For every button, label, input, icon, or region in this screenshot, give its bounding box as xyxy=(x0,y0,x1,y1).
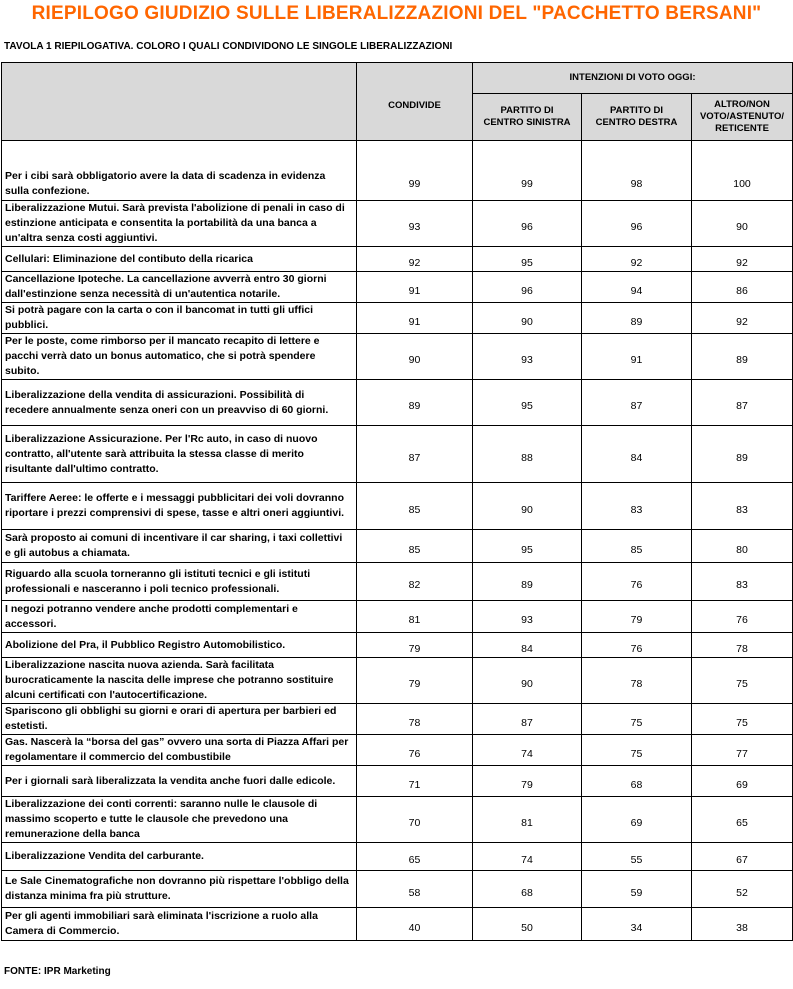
table-row xyxy=(2,303,793,334)
cell-centre-left: 95 xyxy=(473,380,582,426)
cell-condivide: 90 xyxy=(357,334,473,380)
cell-other: 100 xyxy=(692,141,793,201)
row-description: Sarà proposto ai comuni di incentivare il car sharing, i taxi collettivi e gli autobus a chiamata. xyxy=(2,530,357,563)
summary-table xyxy=(1,62,793,941)
cell-condivide: 87 xyxy=(357,426,473,483)
header-centre-right-line2: CENTRO DESTRA xyxy=(595,117,678,128)
cell-other: 92 xyxy=(692,247,793,272)
cell-condivide: 82 xyxy=(357,563,473,601)
table-row xyxy=(2,380,793,426)
cell-centre-left: 87 xyxy=(473,704,582,735)
header-voting-intentions: INTENZIONI DI VOTO OGGI: xyxy=(473,63,793,94)
cell-condivide: 91 xyxy=(357,303,473,334)
cell-condivide: 92 xyxy=(357,247,473,272)
cell-condivide: 79 xyxy=(357,658,473,704)
cell-other: 80 xyxy=(692,530,793,563)
header-other-line2: VOTO/ASTENUTO/ xyxy=(699,111,785,122)
cell-centre-left: 81 xyxy=(473,797,582,843)
cell-other: 86 xyxy=(692,272,793,303)
cell-centre-left: 93 xyxy=(473,334,582,380)
cell-centre-left: 68 xyxy=(473,871,582,908)
table-row xyxy=(2,247,793,272)
header-condivide: CONDIVIDE xyxy=(357,63,473,141)
row-description: Riguardo alla scuola torneranno gli istituti tecnici e gli istituti professionali e nasceranno i poli tecnico professionali. xyxy=(2,563,357,601)
header-centre-left xyxy=(473,94,582,141)
table-row xyxy=(2,843,793,871)
cell-condivide: 81 xyxy=(357,601,473,633)
cell-other: 78 xyxy=(692,633,793,658)
table-row xyxy=(2,797,793,843)
row-description: Per gli agenti immobiliari sarà eliminata l'iscrizione a ruolo alla Camera di Commercio. xyxy=(2,908,357,941)
row-description: Si potrà pagare con la carta o con il bancomat in tutti gli uffici pubblici. xyxy=(2,303,357,334)
row-description: Liberalizzazione dei conti correnti: saranno nulle le clausole di massimo scoperto e tutte le clausole che prevedono una remunerazione della banca xyxy=(2,797,357,843)
cell-other: 87 xyxy=(692,380,793,426)
row-description: Tariffere Aeree: le offerte e i messaggi pubblicitari dei voli dovranno riportare i prezzi comprensivi di spese, tasse e altri oneri aggiuntivi. xyxy=(2,483,357,530)
table-row xyxy=(2,601,793,633)
cell-other: 92 xyxy=(692,303,793,334)
cell-centre-right: 69 xyxy=(582,797,692,843)
row-description: Per i giornali sarà liberalizzata la vendita anche fuori dalle edicole. xyxy=(2,766,357,797)
table-row xyxy=(2,426,793,483)
cell-centre-left: 50 xyxy=(473,908,582,941)
row-description: I negozi potranno vendere anche prodotti complementari e accessori. xyxy=(2,601,357,633)
cell-other: 69 xyxy=(692,766,793,797)
cell-centre-left: 96 xyxy=(473,272,582,303)
cell-other: 77 xyxy=(692,735,793,766)
row-description: Liberalizzazione Mutui. Sarà prevista l'abolizione di penali in caso di estinzione anticipata e consentita la portabilità da una banca a un'altra senza costi aggiuntivi. xyxy=(2,201,357,247)
table-row xyxy=(2,201,793,247)
cell-centre-right: 84 xyxy=(582,426,692,483)
cell-centre-right: 59 xyxy=(582,871,692,908)
cell-other: 90 xyxy=(692,201,793,247)
cell-centre-right: 79 xyxy=(582,601,692,633)
cell-other: 89 xyxy=(692,334,793,380)
header-centre-left-line1: PARTITO DI xyxy=(500,105,554,116)
cell-centre-right: 85 xyxy=(582,530,692,563)
cell-centre-left: 84 xyxy=(473,633,582,658)
cell-centre-right: 68 xyxy=(582,766,692,797)
cell-other: 76 xyxy=(692,601,793,633)
cell-other: 83 xyxy=(692,483,793,530)
row-description: Abolizione del Pra, il Pubblico Registro Automobilistico. xyxy=(2,633,357,658)
cell-centre-right: 34 xyxy=(582,908,692,941)
cell-condivide: 85 xyxy=(357,530,473,563)
table-row xyxy=(2,483,793,530)
cell-centre-left: 79 xyxy=(473,766,582,797)
cell-condivide: 71 xyxy=(357,766,473,797)
cell-centre-left: 90 xyxy=(473,483,582,530)
header-other-line3: RETICENTE xyxy=(715,123,769,134)
header-other-line1: ALTRO/NON xyxy=(714,99,770,110)
cell-centre-left: 95 xyxy=(473,530,582,563)
cell-condivide: 85 xyxy=(357,483,473,530)
table-row xyxy=(2,908,793,941)
row-description: Spariscono gli obblighi su giorni e orari di apertura per barbieri ed estetisti. xyxy=(2,704,357,735)
cell-centre-right: 78 xyxy=(582,658,692,704)
cell-centre-right: 76 xyxy=(582,633,692,658)
cell-centre-right: 98 xyxy=(582,141,692,201)
cell-centre-right: 96 xyxy=(582,201,692,247)
cell-other: 65 xyxy=(692,797,793,843)
cell-centre-left: 74 xyxy=(473,843,582,871)
cell-condivide: 76 xyxy=(357,735,473,766)
table-row xyxy=(2,735,793,766)
row-description: Gas. Nascerà la “borsa del gas” ovvero una sorta di Piazza Affari per regolamentare il commercio del combustibile xyxy=(2,735,357,766)
cell-centre-right: 94 xyxy=(582,272,692,303)
cell-centre-right: 55 xyxy=(582,843,692,871)
table-row xyxy=(2,766,793,797)
cell-other: 75 xyxy=(692,658,793,704)
table-row xyxy=(2,272,793,303)
cell-centre-left: 89 xyxy=(473,563,582,601)
cell-centre-right: 92 xyxy=(582,247,692,272)
cell-other: 67 xyxy=(692,843,793,871)
cell-condivide: 70 xyxy=(357,797,473,843)
cell-centre-right: 83 xyxy=(582,483,692,530)
table-row xyxy=(2,563,793,601)
cell-condivide: 58 xyxy=(357,871,473,908)
cell-centre-right: 75 xyxy=(582,704,692,735)
cell-centre-left: 93 xyxy=(473,601,582,633)
cell-centre-right: 87 xyxy=(582,380,692,426)
row-description: Liberalizzazione della vendita di assicurazioni. Possibilità di recedere annualmente senza oneri con un preavviso di 60 giorni. xyxy=(2,380,357,426)
cell-condivide: 79 xyxy=(357,633,473,658)
table-row xyxy=(2,658,793,704)
row-description: Liberalizzazione nascita nuova azienda. Sarà facilitata burocraticamente la nascita delle imprese che potranno sostituire alcuni certificati con l'autocertificazione. xyxy=(2,658,357,704)
cell-centre-left: 99 xyxy=(473,141,582,201)
row-description: Per i cibi sarà obbligatorio avere la data di scadenza in evidenza sulla confezione. xyxy=(2,141,357,201)
row-description: Cancellazione Ipoteche. La cancellazione avverrà entro 30 giorni dall'estinzione senza necessità di un'autentica notarile. xyxy=(2,272,357,303)
cell-condivide: 91 xyxy=(357,272,473,303)
table-row xyxy=(2,633,793,658)
cell-other: 89 xyxy=(692,426,793,483)
row-description: Per le poste, come rimborso per il mancato recapito di lettere e pacchi verrà dato un bonus automatico, che si potrà spendere subito. xyxy=(2,334,357,380)
table-body xyxy=(2,141,793,941)
table-row xyxy=(2,334,793,380)
table-row xyxy=(2,141,793,201)
header-centre-right-line1: PARTITO DI xyxy=(610,105,663,116)
cell-condivide: 78 xyxy=(357,704,473,735)
cell-other: 83 xyxy=(692,563,793,601)
header-other xyxy=(692,94,793,141)
cell-centre-left: 74 xyxy=(473,735,582,766)
cell-centre-left: 96 xyxy=(473,201,582,247)
table-row xyxy=(2,530,793,563)
cell-centre-left: 90 xyxy=(473,303,582,334)
table-caption: TAVOLA 1 RIEPILOGATIVA. COLORO I QUALI CONDIVIDONO LE SINGOLE LIBERALIZZAZIONI xyxy=(4,41,453,52)
cell-centre-right: 75 xyxy=(582,735,692,766)
cell-condivide: 40 xyxy=(357,908,473,941)
cell-condivide: 99 xyxy=(357,141,473,201)
cell-other: 75 xyxy=(692,704,793,735)
cell-centre-left: 95 xyxy=(473,247,582,272)
cell-other: 38 xyxy=(692,908,793,941)
table-row xyxy=(2,704,793,735)
cell-centre-right: 89 xyxy=(582,303,692,334)
row-description: Cellulari: Eliminazione del contibuto della ricarica xyxy=(2,247,357,272)
cell-centre-right: 76 xyxy=(582,563,692,601)
cell-centre-left: 90 xyxy=(473,658,582,704)
header-centre-right xyxy=(582,94,692,141)
page-title: RIEPILOGO GIUDIZIO SULLE LIBERALIZZAZIONI DEL "PACCHETTO BERSANI" xyxy=(31,3,762,24)
header-blank xyxy=(2,63,357,141)
cell-condivide: 65 xyxy=(357,843,473,871)
cell-condivide: 93 xyxy=(357,201,473,247)
row-description: Liberalizzazione Assicurazione. Per l'Rc auto, in caso di nuovo contratto, all'utente sarà attribuita la stessa classe di merito risultante dall'ultimo contratto. xyxy=(2,426,357,483)
cell-other: 52 xyxy=(692,871,793,908)
header-centre-left-line2: CENTRO SINISTRA xyxy=(483,117,571,128)
cell-centre-right: 91 xyxy=(582,334,692,380)
cell-condivide: 89 xyxy=(357,380,473,426)
cell-centre-left: 88 xyxy=(473,426,582,483)
source-note: FONTE: IPR Marketing xyxy=(4,966,111,977)
row-description: Liberalizzazione Vendita del carburante. xyxy=(2,843,357,871)
row-description: Le Sale Cinematografiche non dovranno più rispettare l'obbligo della distanza minima fra più strutture. xyxy=(2,871,357,908)
table-row xyxy=(2,871,793,908)
